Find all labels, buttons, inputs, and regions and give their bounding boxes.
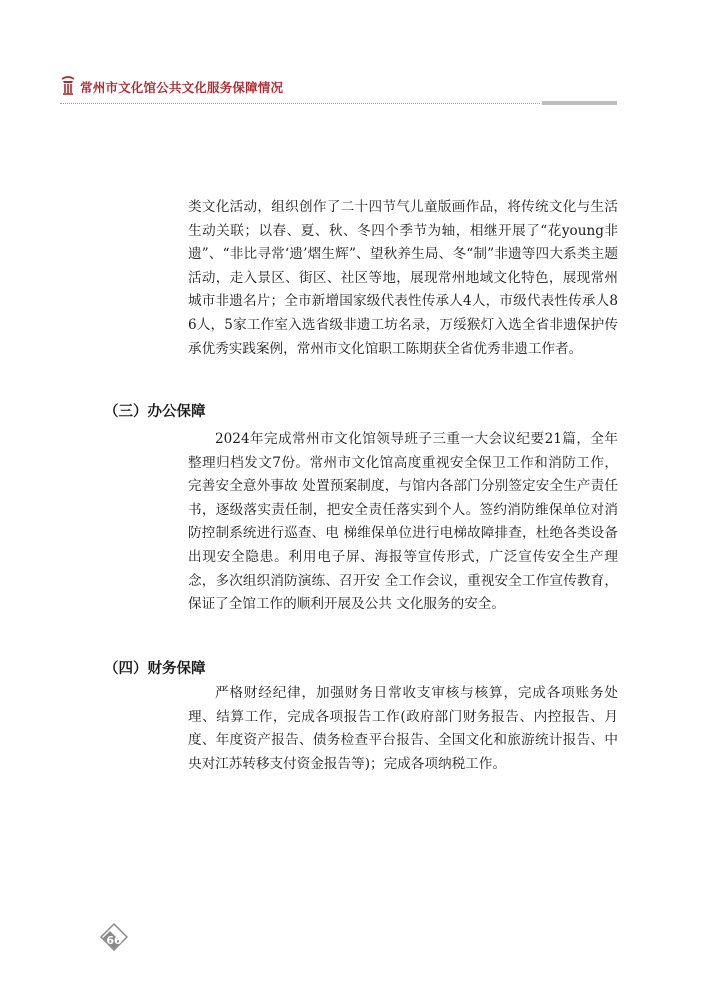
section-heading-finance: （四）财务保障 bbox=[104, 660, 206, 677]
intro-paragraph: 类文化活动，组织创作了二十四节气儿童版画作品，将传统文化与生活生动关联；以春、夏、秋、冬四个季节为轴，相继开展了“花young非遗”、“非比寻常‘遗’熠生辉”、望秋养生局、冬“制”非遗等四大系类主题活动，走入景区、街区、社区等地，展现常州地域文化特色，展现常州城市非遗名片；全市新增国家级代表性传承人4人，市级代表性传承人86人，5家工作室入选省级非遗工坊名录，万绥猴灯入选全省非遗保护传承优秀实践案例，常州市文化馆职工陈期获全省优秀非遗工作者。 bbox=[188, 199, 618, 357]
section-heading-office: （三）办公保障 bbox=[104, 403, 206, 420]
page-number: 66 bbox=[106, 934, 122, 947]
header-dotted-rule bbox=[60, 103, 540, 104]
header-title: 常州市文化馆公共文化服务保障情况 bbox=[80, 80, 284, 95]
finance-paragraph: 严格财经纪律，加强财务日常收支审核与核算，完成各项账务处理、结算工作，完成各项报告工作(政府部门财务报告、内控报告、月度、年度资产报告、债务检查平台报告、全国文化和旅游统计报告、中央对江苏转移支付资金报告等)；完成各项纳税工作。 bbox=[188, 685, 618, 772]
header-gray-bar bbox=[542, 101, 617, 105]
page-header bbox=[60, 76, 620, 100]
office-paragraph: 2024年完成常州市文化馆领导班子三重一大会议纪要21篇，全年整理归档发文7份。常州市文化馆高度重视安全保卫工作和消防工作，完善安全意外事故 处置预案制度，与馆内各部门分别签定安全生产责任书，逐级落实责任制，把安全责任落实到个人。签约消防维保单位对消防控制系统进行巡查、电 梯维保单位进行电梯故障排查，杜绝各类设备出现安全隐患。利用电子屏、海报等宣传形式，广泛宣传安全生产理念，多次组织消防演练、召开安 全工作会议，重视安全工作宣传教育，保证了全馆工作的顺利开展及公共 文化服务的安全。 bbox=[188, 431, 618, 613]
cultural-center-emblem-icon bbox=[60, 76, 76, 96]
